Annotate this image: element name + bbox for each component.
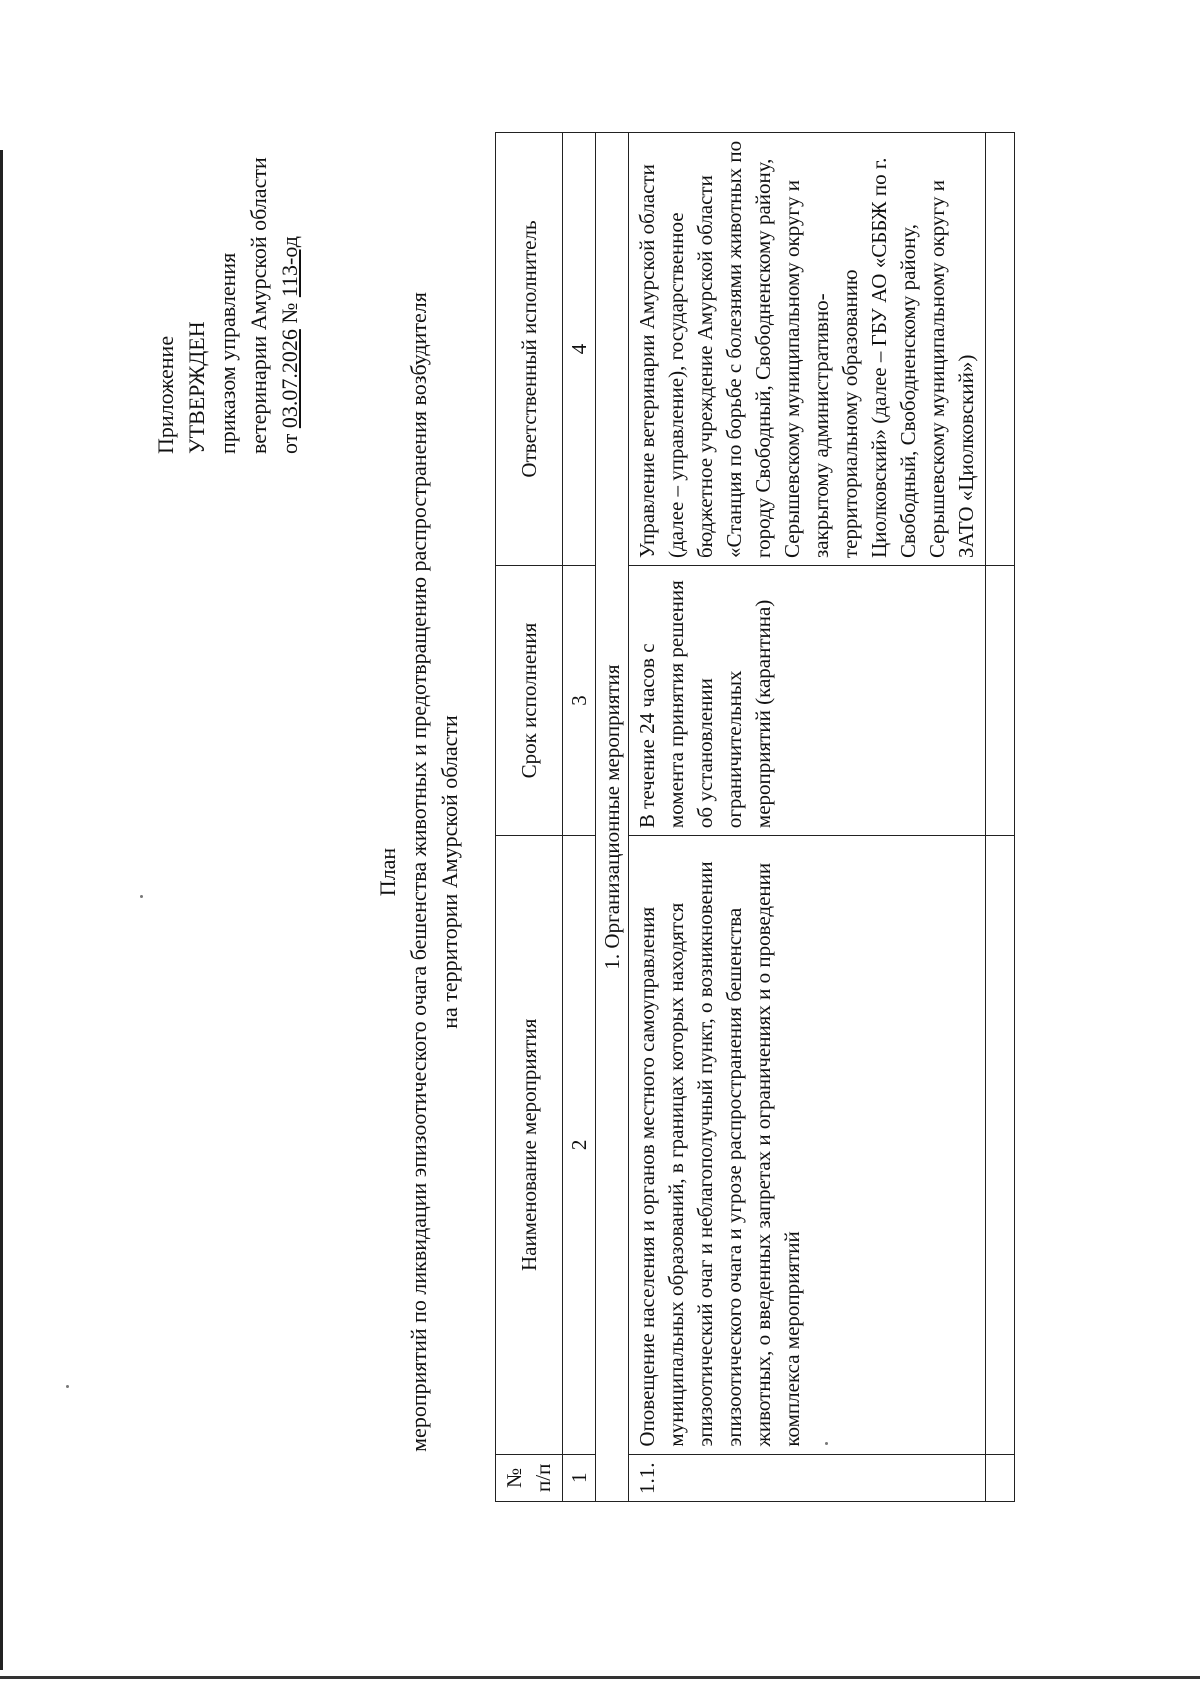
column-number: 1 — [563, 1454, 596, 1501]
plan-table — [495, 132, 1015, 1502]
title-plan: План — [375, 847, 400, 897]
column-number: 4 — [563, 133, 596, 566]
approval-number-sign: № — [277, 297, 302, 330]
approval-block — [150, 114, 305, 454]
title-subject: мероприятий по ликвидации эпизоотического очага бешенства животных и предотвращению распространения возбудителя — [406, 292, 431, 1452]
empty-cell — [986, 566, 1015, 836]
document-title — [372, 122, 465, 1622]
column-number: 3 — [563, 566, 596, 836]
header-responsible: Ответственный исполнитель — [496, 133, 563, 566]
row-responsible: Управление ветеринарии Амурской области (далее – управление), государственное бюджетное учреждение Амурской области «Станция по борьбе с болезнями животных по городу Свободный, Свободненскому району, Серышевскому муниципальному округу и закрытому административно-территориальному образованию Циолковский» (далее – ГБУ АО «СББЖ по г. Свободный, Свободненскому району, Серышевскому муниципальному округу и ЗАТО «Циолковский») — [629, 133, 986, 566]
scan-border-left — [0, 150, 3, 1670]
column-number: 2 — [563, 836, 596, 1455]
approval-approved: УТВЕРЖДЕН — [184, 321, 209, 454]
scan-border-bottom — [0, 1676, 1200, 1679]
approval-number: 113-од — [277, 236, 302, 298]
approval-from-prefix: от — [277, 428, 302, 454]
empty-cell — [986, 836, 1015, 1455]
approval-appendix: Приложение — [153, 335, 178, 454]
row-name: Оповещение населения и органов местного самоуправления муниципальных образований, в границах которых находятся эпизоотический очаг и неблагополучный пункт, о возникновении эпизоотического очага и угрозе распространения бешенства животных, о введенных запретах и ограничениях и о проведении комплекса мероприятий — [629, 836, 986, 1455]
title-territory: на территории Амурской области — [437, 715, 462, 1029]
header-name: Наименование мероприятия — [496, 836, 563, 1455]
approval-by-order: приказом управления — [215, 252, 240, 454]
document-page — [65, 122, 1115, 1622]
table-row — [629, 133, 986, 1502]
column-number-row — [563, 133, 596, 1502]
approval-order-line — [274, 114, 305, 454]
section-title: 1. Организационные мероприятия — [596, 133, 629, 1502]
approval-department: ветеринарии Амурской области — [246, 157, 271, 454]
section-row — [596, 133, 629, 1502]
table-row-continuation — [986, 133, 1015, 1502]
row-number: 1.1. — [629, 1454, 986, 1501]
header-number: № п/п — [496, 1454, 563, 1501]
empty-cell — [986, 1454, 1015, 1501]
empty-cell — [986, 133, 1015, 566]
table-header-row — [496, 133, 563, 1502]
approval-date: 03.07.2026 — [277, 329, 302, 429]
row-term: В течение 24 часов с момента принятия решения об установлении ограничительных мероприятий (карантина) — [629, 566, 986, 836]
header-term: Срок исполнения — [496, 566, 563, 836]
